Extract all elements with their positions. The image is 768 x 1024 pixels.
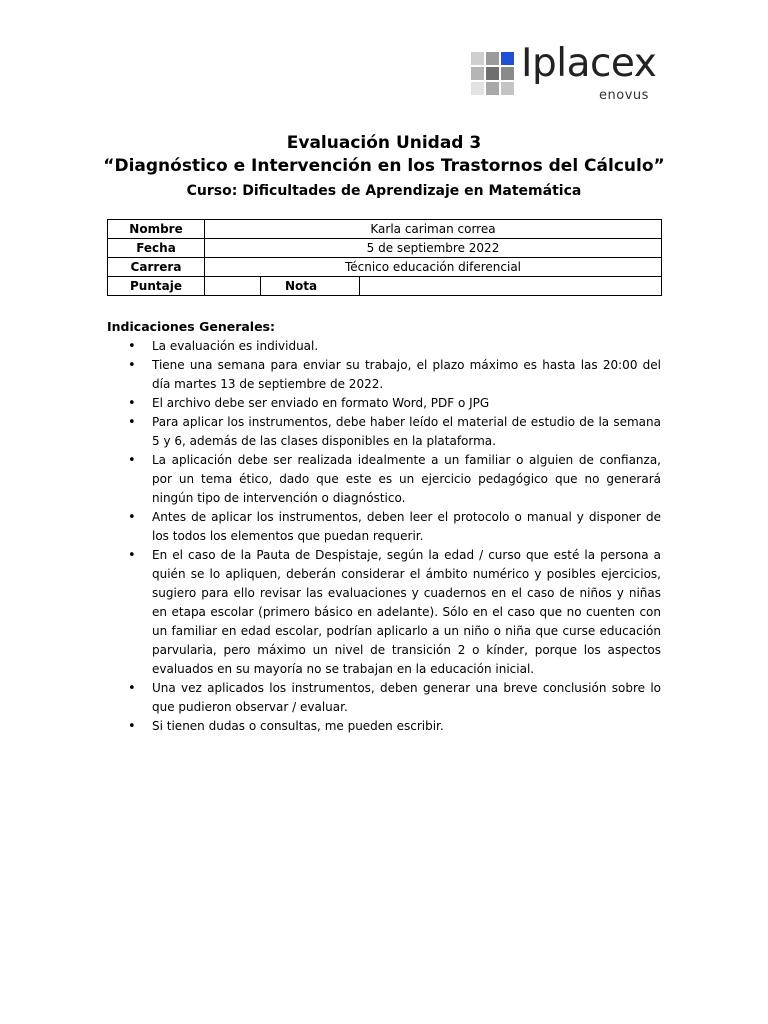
list-item	[128, 394, 661, 413]
table-row	[108, 239, 662, 258]
logo-square	[471, 67, 484, 80]
bullet-icon: •	[128, 396, 136, 411]
list-item-text: Tiene una semana para enviar su trabajo, el plazo máximo es hasta las 20:00 del día martes 13 de septiembre de 2022.	[152, 358, 661, 391]
logo-square	[486, 67, 499, 80]
list-item	[128, 451, 661, 508]
iplacex-logo	[471, 41, 661, 106]
list-item	[128, 337, 661, 356]
bullet-icon: •	[128, 358, 136, 373]
bullet-icon: •	[128, 510, 136, 525]
logo-square	[486, 52, 499, 65]
logo-grid-icon	[471, 52, 515, 96]
bullet-icon: •	[128, 719, 136, 734]
row-label-nota: Nota	[261, 277, 360, 296]
logo-wordmark: Iplacex	[521, 41, 657, 86]
list-item-text: El archivo debe ser enviado en formato Word, PDF o JPG	[152, 396, 490, 410]
logo-square	[471, 82, 484, 95]
bullet-icon: •	[128, 681, 136, 696]
page-subtitle: “Diagnóstico e Intervención en los Trastornos del Cálculo”	[103, 156, 665, 176]
row-label-nombre: Nombre	[108, 220, 205, 239]
bullet-icon: •	[128, 548, 136, 563]
logo-square	[501, 67, 514, 80]
instructions-list	[128, 337, 661, 736]
row-label-puntaje: Puntaje	[108, 277, 205, 296]
table-row	[108, 277, 662, 296]
row-value-fecha: 5 de septiembre 2022	[205, 239, 662, 258]
list-item	[128, 508, 661, 546]
logo-tagline: enovus	[599, 88, 649, 103]
row-label-carrera: Carrera	[108, 258, 205, 277]
list-item	[128, 356, 661, 394]
list-item	[128, 546, 661, 679]
table-row	[108, 258, 662, 277]
logo-square	[501, 82, 514, 95]
logo-square	[471, 52, 484, 65]
page-title: Evaluación Unidad 3	[286, 133, 482, 153]
list-item	[128, 413, 661, 451]
bullet-icon: •	[128, 339, 136, 354]
list-item-text: Para aplicar los instrumentos, debe haber leído el material de estudio de la semana 5 y 6, además de las clases disponibles en la plataforma.	[152, 415, 661, 448]
row-value-nota	[360, 277, 662, 296]
list-item	[128, 679, 661, 717]
table-row	[108, 220, 662, 239]
list-item-text: La aplicación debe ser realizada idealmente a un familiar o alguien de confianza, por un tema ético, dado que este es un ejercicio pedagógico que no generará ningún tipo de intervención o diagnóstico.	[152, 453, 661, 505]
instructions-heading: Indicaciones Generales:	[107, 319, 275, 334]
bullet-icon: •	[128, 415, 136, 430]
bullet-icon: •	[128, 453, 136, 468]
list-item-text: En el caso de la Pauta de Despistaje, según la edad / curso que esté la persona a quién se lo apliquen, deberán considerar el ámbito numérico y posibles ejercicios, sugiero para ello revisar las evaluaciones y cuadernos en el caso de niños y niñas en etapa escolar (primero básico en adelante). Sólo en el caso que no cuenten con un familiar en edad escolar, podrían aplicarlo a un niño o niña que curse educación parvularia, pero máximo un nivel de transición 2 o kínder, porque los aspectos evaluados en su mayoría no se trabajan en la educación inicial.	[152, 548, 661, 676]
list-item-text: La evaluación es individual.	[152, 339, 319, 353]
list-item-text: Antes de aplicar los instrumentos, deben leer el protocolo o manual y disponer de los todos los elementos que puedan requerir.	[152, 510, 661, 543]
row-label-fecha: Fecha	[108, 239, 205, 258]
logo-square	[501, 52, 514, 65]
course-title: Curso: Dificultades de Aprendizaje en Matemática	[186, 183, 582, 199]
row-value-nombre: Karla cariman correa	[205, 220, 662, 239]
list-item	[128, 717, 661, 736]
row-value-puntaje	[205, 277, 261, 296]
logo-square	[486, 82, 499, 95]
list-item-text: Si tienen dudas o consultas, me pueden escribir.	[152, 719, 444, 733]
row-value-carrera: Técnico educación diferencial	[205, 258, 662, 277]
list-item-text: Una vez aplicados los instrumentos, deben generar una breve conclusión sobre lo que pudieron observar / evaluar.	[152, 681, 661, 714]
student-info-table	[107, 219, 662, 296]
